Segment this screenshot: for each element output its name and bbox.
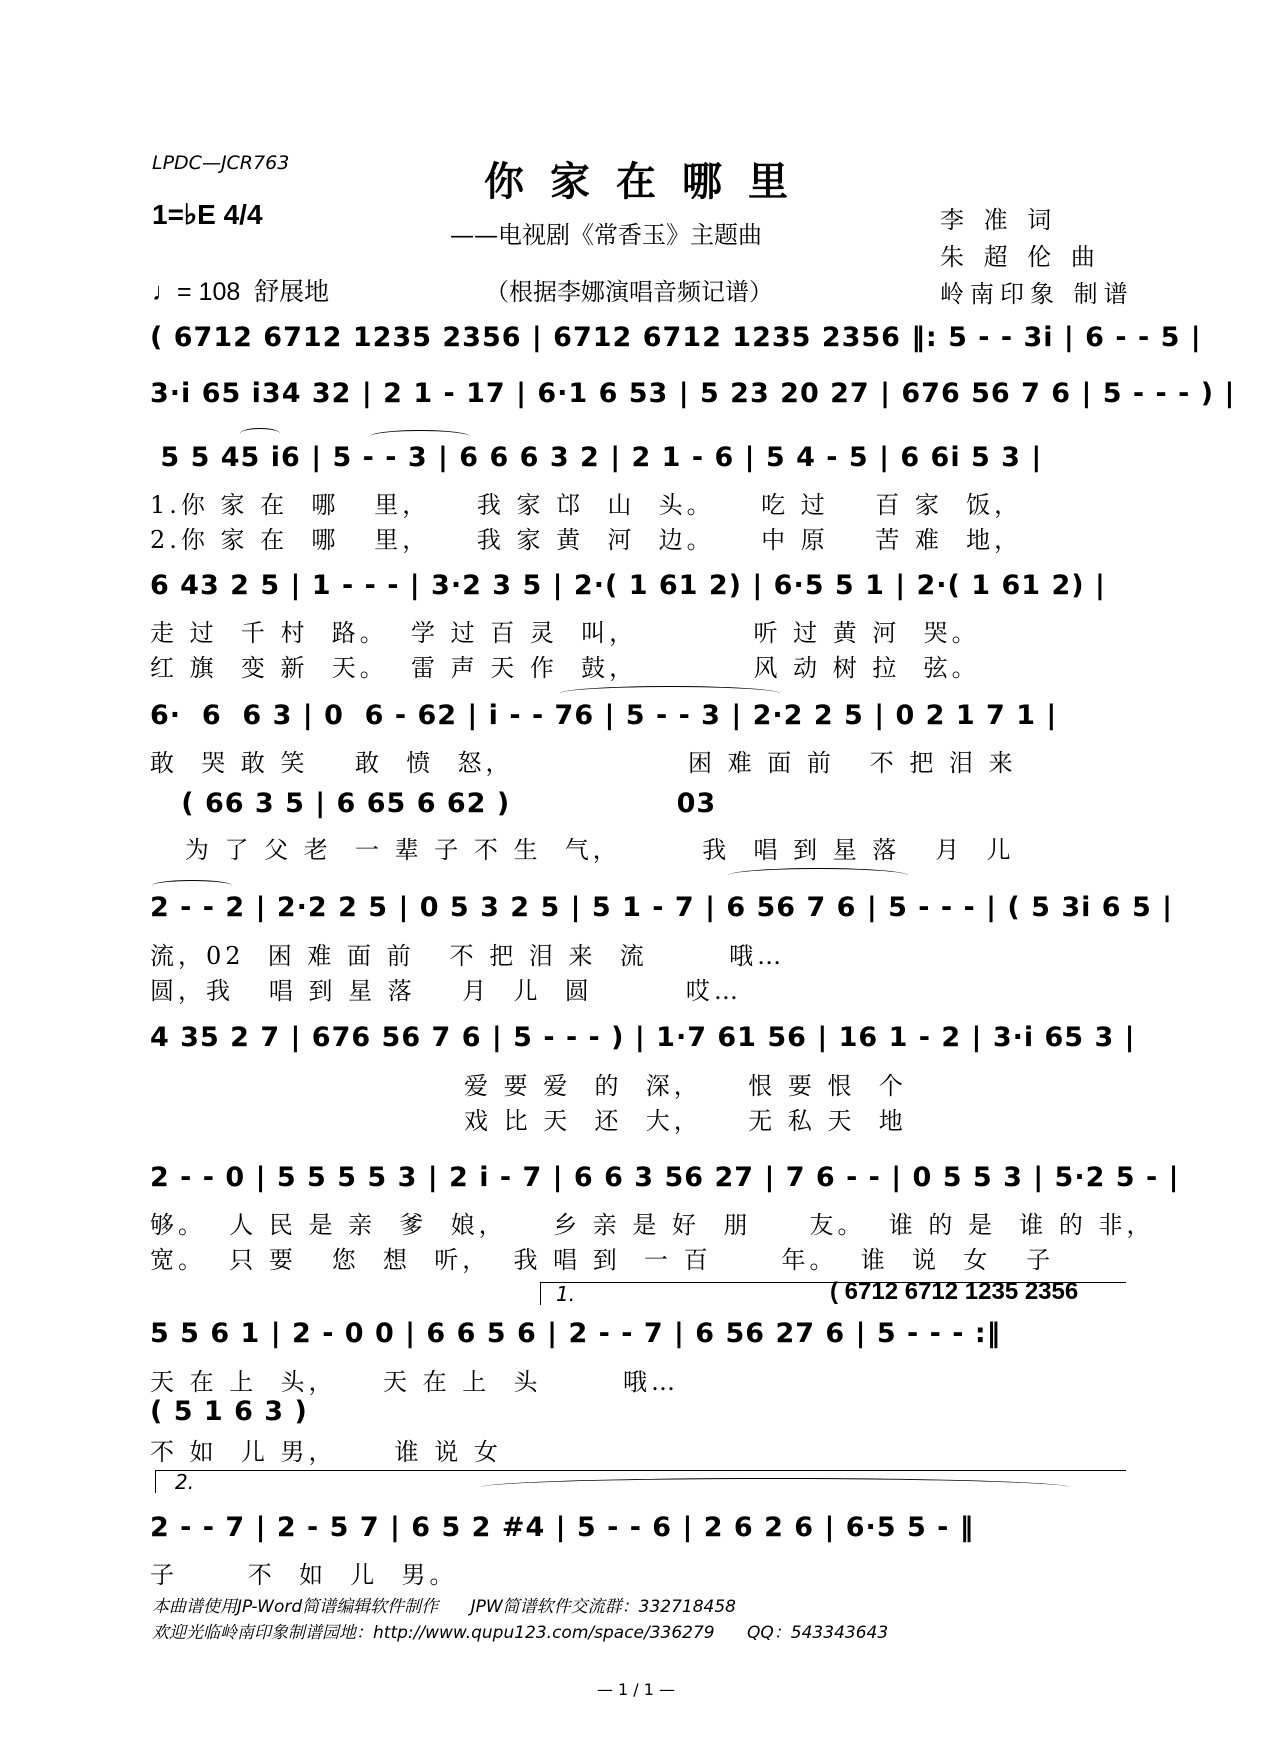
lyric-verse-1: 走 过 千 村 路。 学 过 百 灵 叫， 听 过 黄 河 哭。 — [150, 619, 980, 647]
phrase-slur — [480, 1478, 1070, 1497]
page-title: 你家在哪里 — [484, 158, 814, 205]
footer-software-note: 本曲谱使用JP-Word简谱编辑软件制作 JPW简谱软件交流群：332718458 — [152, 1597, 737, 1617]
tie — [560, 686, 780, 701]
staff-line: 2 - - 0 | 5 5 5 5 3 | 2 i - 7 | 6 6 3 56 27 | 7 6 - - | 0 5 5 3 | 5·2 5 - | — [150, 1162, 1180, 1193]
key-signature: 1=♭E 4/4 — [152, 199, 263, 230]
slur — [728, 868, 908, 883]
slur — [240, 428, 280, 439]
arranger-credit: 岭南印象 制谱 — [940, 280, 1134, 308]
page-number: — 1 / 1 — — [596, 1680, 676, 1699]
footer-website-note: 欢迎光临岭南印象制谱园地：http://www.qupu123.com/space/336279 QQ：543343643 — [152, 1623, 889, 1643]
lyric-verse-1: 流，02 困 难 面 前 不 把 泪 来 流 哦… — [150, 942, 786, 970]
staff-line: ( 66 3 5 | 6 65 6 62 ) 03 — [150, 788, 717, 819]
lyric-verse-2: 2.你 家 在 哪 里， 我 家 黄 河 边。 中 原 苦 难 地， — [150, 526, 1023, 554]
lyric-verse-2: 圆，我 唱 到 星 落 月 儿 圆 哎… — [150, 977, 742, 1005]
score-code: LPDC—JCR763 — [152, 152, 290, 174]
volta-1-label: 1. — [556, 1282, 576, 1306]
lyric-line: 敢 哭 敢 笑 敢 愤 怒， 困 难 面 前 不 把 泪 来 — [150, 749, 1017, 777]
lyricist-credit: 李 准 词 — [940, 206, 1058, 234]
staff-line: 6 43 2 5 | 1 - - - | 3·2 3 5 | 2·( 1 61 2) | 6·5 5 1 | 2·( 1 61 2) | — [150, 570, 1106, 601]
staff-line: ( 5 1 6 3 ) — [150, 1396, 308, 1427]
lyric-line: 子 不 如 儿 男。 — [150, 1561, 458, 1589]
staff-line: 5 5 6 1 | 2 - 0 0 | 6 6 5 6 | 2 - - 7 | 6 56 27 6 | 5 - - - :‖ — [150, 1318, 1002, 1349]
subtitle: ——电视剧《常香玉》主题曲 — [450, 221, 762, 249]
composer-credit: 朱 超 伦 曲 — [940, 243, 1101, 271]
lyric-verse-1: 1.你 家 在 哪 里， 我 家 邙 山 头。 吃 过 百 家 饭， — [150, 491, 1023, 519]
staff-line: 6· 6 6 3 | 0 6 - 62 | i - - 76 | 5 - - 3 | 2·2 2 5 | 0 2 1 7 1 | — [150, 700, 1058, 731]
lyric-line: 为 了 父 老 一 辈 子 不 生 气， 我 唱 到 星 落 月 儿 — [150, 836, 1015, 864]
volta-2-label: 2. — [175, 1470, 195, 1494]
interlude-notes: ( 6712 6712 1235 2356 — [830, 1278, 1079, 1305]
staff-line: 2 - - 7 | 2 - 5 7 | 6 5 2 #4 | 5 - - 6 | 2 6 2 6 | 6·5 5 - ‖ — [150, 1512, 975, 1543]
tie — [152, 880, 232, 891]
staff-line: ( 6712 6712 1235 2356 | 6712 6712 1235 2356 ‖: 5 - - 3i | 6 - - 5 | — [150, 322, 1202, 353]
lyric-verse-2: 戏 比 天 还 大， 无 私 天 地 — [150, 1107, 907, 1135]
lyric-verse-1: 够。 人 民 是 亲 爹 娘， 乡 亲 是 好 朋 友。 谁 的 是 谁 的 非， — [150, 1211, 1155, 1239]
lyric-verse-1: 爱 要 爱 的 深， 恨 要 恨 个 — [150, 1072, 907, 1100]
lyric-verse-2: 宽。 只 要 您 想 听， 我 唱 到 一 百 年。 谁 说 女 子 — [150, 1246, 1055, 1274]
staff-line: 4 35 2 7 | 676 56 7 6 | 5 - - - ) | 1·7 61 56 | 16 1 - 2 | 3·i 65 3 | — [150, 1022, 1136, 1053]
lyric-line: 天 在 上 头， 天 在 上 头 哦… — [150, 1368, 679, 1396]
lyric-line: 不 如 儿 男， 谁 说 女 — [150, 1438, 502, 1466]
source-note: （根据李娜演唱音频记谱） — [485, 278, 773, 306]
lyric-verse-2: 红 旗 变 新 天。 雷 声 天 作 鼓， 风 动 树 拉 弦。 — [150, 654, 980, 682]
tempo-marking: ♩= 108 舒展地 — [152, 278, 330, 306]
staff-line: 2 - - 2 | 2·2 2 5 | 0 5 3 2 5 | 5 1 - 7 | 6 56 7 6 | 5 - - - | ( 5 3i 6 5 | — [150, 892, 1173, 923]
staff-line: 3·i 65 i34 32 | 2 1 - 17 | 6·1 6 53 | 5 23 20 27 | 676 56 7 6 | 5 - - - ) | — [150, 378, 1236, 409]
staff-line: 5 5 45 i6 | 5 - - 3 | 6 6 6 3 2 | 2 1 - 6 | 5 4 - 5 | 6 6i 5 3 | — [150, 442, 1043, 473]
